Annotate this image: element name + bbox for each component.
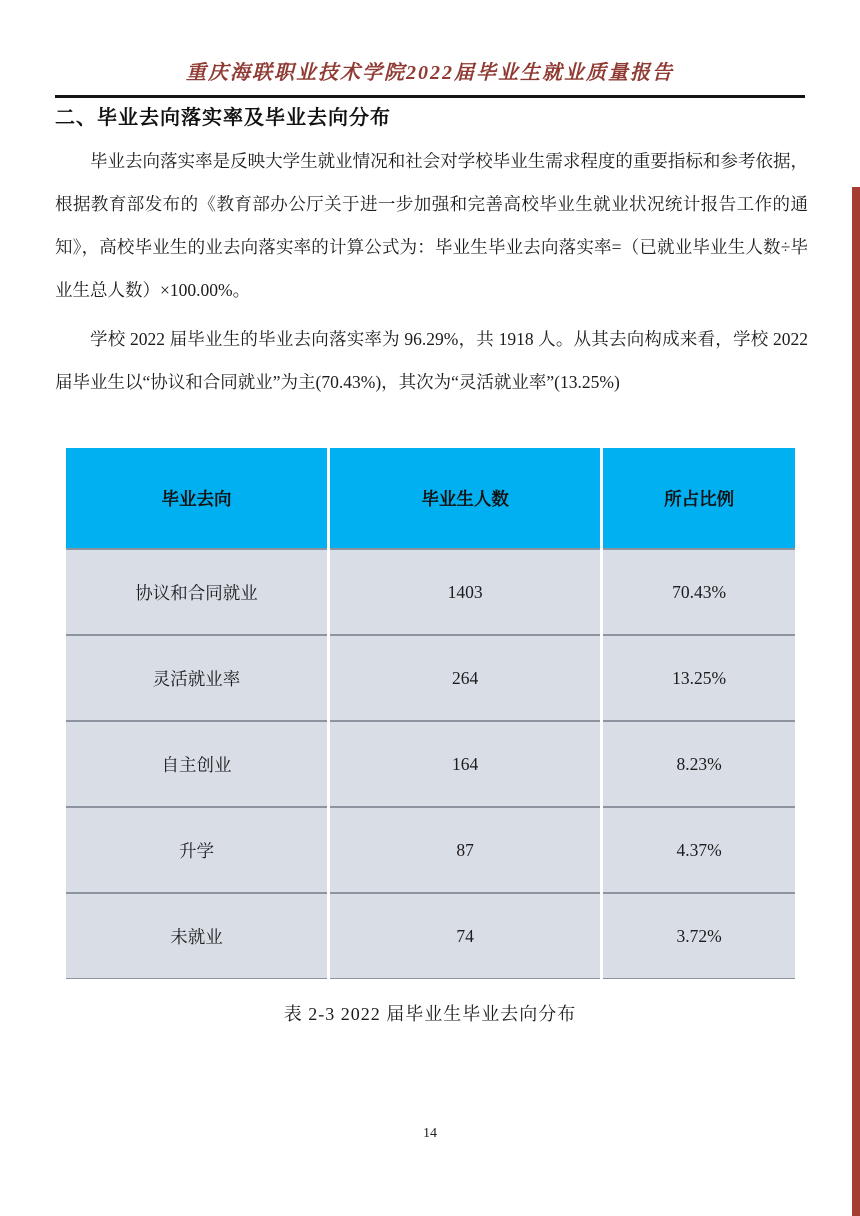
table-row	[66, 635, 795, 721]
cell-count: 164	[328, 721, 601, 807]
paragraph-statistics: 学校 2022 届毕业生的毕业去向落实率为 96.29%，共 1918 人。从其去向构成来看，学校 2022 届毕业生以“协议和合同就业”为主(70.43%)，其次为“灵活就业率”(13.25%)	[55, 329, 808, 392]
table-row	[66, 807, 795, 893]
table-row	[66, 893, 795, 979]
right-margin-accent-bar	[852, 187, 860, 1216]
cell-destination: 未就业	[66, 893, 328, 979]
section-heading: 二、毕业去向落实率及毕业去向分布	[55, 107, 391, 129]
column-header-destination: 毕业去向	[66, 448, 328, 549]
cell-destination: 升学	[66, 807, 328, 893]
document-title: 重庆海联职业技术学院2022届毕业生就业质量报告	[186, 62, 674, 84]
page-number: 14	[423, 1126, 437, 1141]
cell-destination: 协议和合同就业	[66, 549, 328, 635]
table-row	[66, 549, 795, 635]
cell-ratio: 13.25%	[602, 635, 795, 721]
cell-destination: 灵活就业率	[66, 635, 328, 721]
cell-destination: 自主创业	[66, 721, 328, 807]
cell-count: 87	[328, 807, 601, 893]
cell-ratio: 4.37%	[602, 807, 795, 893]
cell-count: 1403	[328, 549, 601, 635]
cell-ratio: 8.23%	[602, 721, 795, 807]
graduate-destination-table	[66, 448, 795, 979]
table-caption: 表 2-3 2022 届毕业生毕业去向分布	[283, 1004, 577, 1024]
paragraph-definition: 毕业去向落实率是反映大学生就业情况和社会对学校毕业生需求程度的重要指标和参考依据，根据教育部发布的《教育部办公厅关于进一步加强和完善高校毕业生就业状况统计报告工作的通知》，高校毕业生的业去向落实率的计算公式为：毕业生毕业去向落实率=（已就业毕业生人数÷毕业生总人数）×100.00%。	[55, 151, 808, 300]
table-row	[66, 721, 795, 807]
column-header-count: 毕业生人数	[328, 448, 601, 549]
running-header	[55, 56, 805, 98]
cell-ratio: 3.72%	[602, 893, 795, 979]
column-header-ratio: 所占比例	[602, 448, 795, 549]
cell-ratio: 70.43%	[602, 549, 795, 635]
cell-count: 74	[328, 893, 601, 979]
cell-count: 264	[328, 635, 601, 721]
table-header-row	[66, 448, 795, 549]
